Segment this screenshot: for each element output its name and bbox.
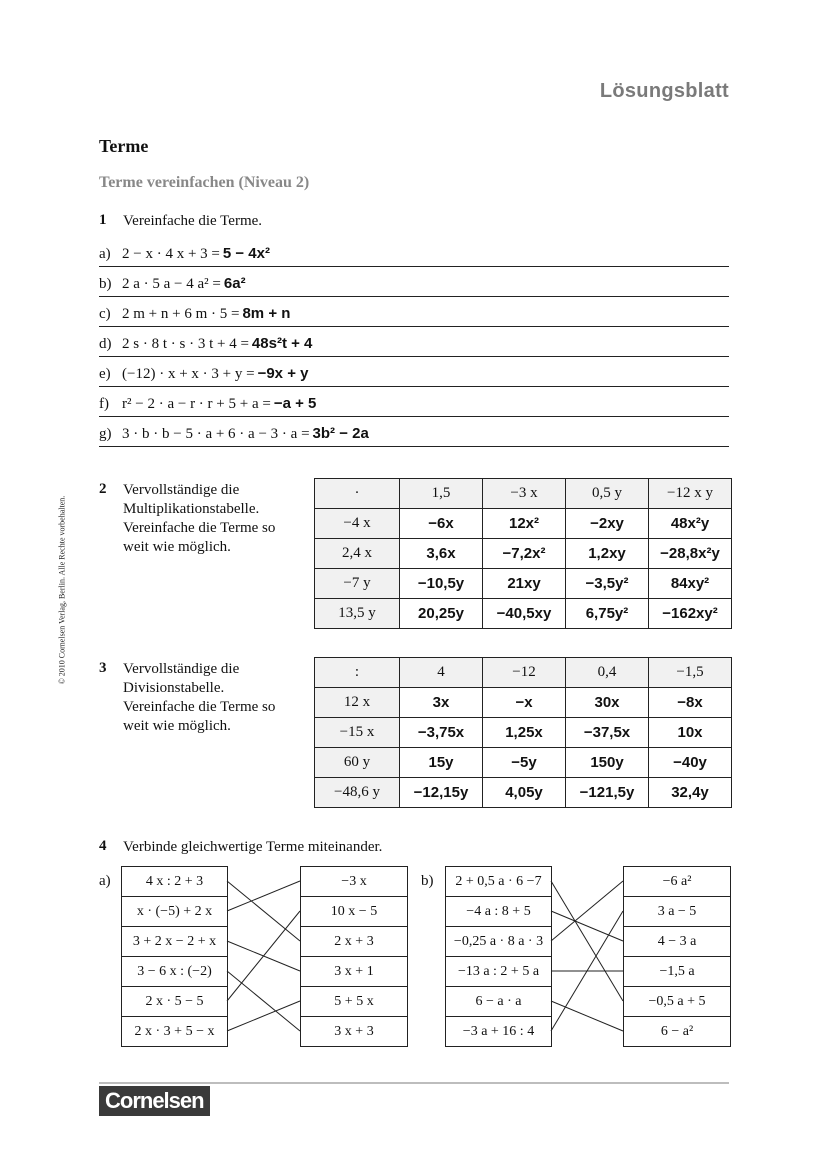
term-right: −1,5 a — [624, 957, 730, 987]
table-cell: −121,5y — [566, 778, 649, 808]
exercise-expression: 2 s · 8 t · s · 3 t + 4 = 48s²t + 4 — [122, 335, 313, 352]
connection-line — [227, 881, 300, 911]
section-subtitle: Terme vereinfachen (Niveau 2) — [99, 174, 310, 191]
table-cell: 150y — [566, 748, 649, 778]
table-cell: 1,2xy — [566, 539, 649, 569]
exercise-label: e) — [99, 366, 111, 382]
connection-line — [551, 881, 623, 941]
term-left: x · (−5) + 2 x — [122, 897, 227, 927]
table-cell: 21xy — [483, 569, 566, 599]
table-corner: : — [315, 658, 400, 688]
term-left: 4 x : 2 + 3 — [122, 867, 227, 897]
exercise-answer: 5 − 4x² — [222, 245, 270, 262]
term-right: 4 − 3 a — [624, 927, 730, 957]
connection-line — [551, 1001, 623, 1031]
exercise-expression: r² − 2 · a − r · r + 5 + a = −a + 5 — [122, 395, 317, 412]
term-left: 6 − a · a — [446, 987, 551, 1017]
sheet-type-title: Lösungsblatt — [599, 80, 729, 102]
copyright-text: © 2010 Cornelsen Verlag, Berlin. Alle Rechte vorbehalten. — [57, 495, 67, 685]
row-header: 2,4 x — [315, 539, 400, 569]
table-cell: 4,05y — [483, 778, 566, 808]
table-cell: −37,5x — [566, 718, 649, 748]
exercise-expression: 2 − x · 4 x + 3 = 5 − 4x² — [122, 245, 270, 262]
exercise-answer: 48s²t + 4 — [251, 335, 313, 352]
term-right: −3 x — [301, 867, 407, 897]
term-right: −0,5 a + 5 — [624, 987, 730, 1017]
table-cell: 84xy² — [649, 569, 732, 599]
table-cell: 30x — [566, 688, 649, 718]
table-cell: 6,75y² — [566, 599, 649, 629]
table-cell: −x — [483, 688, 566, 718]
table-cell: −162xy² — [649, 599, 732, 629]
table-corner: · — [315, 479, 400, 509]
table-cell: −40y — [649, 748, 732, 778]
table-cell: 48x²y — [649, 509, 732, 539]
connection-line — [551, 911, 623, 941]
table-cell: −5y — [483, 748, 566, 778]
connection-line — [227, 911, 300, 1001]
term-left: 2 + 0,5 a · 6 −7 — [446, 867, 551, 897]
task-4-instruction: Verbinde gleichwertige Terme miteinander. — [123, 839, 383, 855]
term-right: 6 − a² — [660, 1024, 694, 1039]
exercise-answer: −a + 5 — [273, 395, 317, 412]
term-right: −6 a² — [624, 867, 730, 897]
row-header: 60 y — [315, 748, 400, 778]
table-cell: 12x² — [483, 509, 566, 539]
term-left: 3 + 2 x − 2 + x — [122, 927, 227, 957]
exercise-label: f) — [99, 396, 109, 412]
task-2-number: 2 — [99, 481, 107, 497]
term-right: 5 + 5 x — [301, 987, 407, 1017]
column-header: −1,5 — [649, 658, 732, 688]
task-1-instruction: Vereinfache die Terme. — [123, 213, 263, 229]
table-cell: −2xy — [566, 509, 649, 539]
row-header: −48,6 y — [315, 778, 400, 808]
table-cell: −3,75x — [400, 718, 483, 748]
term-left: −0,25 a · 8 a · 3 — [446, 927, 551, 957]
publisher-logo: Cornelsen — [99, 1086, 210, 1116]
task-2-instruction: Vervollständige die Multiplikationstabelle. Vereinfache die Terme so weit wie möglich. — [123, 482, 276, 555]
row-header: 12 x — [315, 688, 400, 718]
task-1-number: 1 — [99, 212, 107, 228]
term-left: 2 x · 5 − 5 — [122, 987, 227, 1017]
exercise-answer: −9x + y — [257, 365, 309, 382]
task-4a-label: a) — [99, 873, 111, 889]
term-left: 3 − 6 x : (−2) — [122, 957, 227, 987]
footer-divider — [99, 1082, 729, 1084]
section-title: Terme — [99, 136, 149, 156]
column-header: 4 — [400, 658, 483, 688]
table-cell: 32,4y — [649, 778, 732, 808]
term-right: 3 a − 5 — [624, 897, 730, 927]
term-left: 2 x · 3 + 5 − x — [134, 1024, 215, 1039]
connection-line — [227, 881, 300, 941]
exercise-label: b) — [99, 276, 112, 292]
row-header: 13,5 y — [315, 599, 400, 629]
table-cell: 1,25x — [483, 718, 566, 748]
exercise-label: a) — [99, 246, 111, 262]
table-cell: 3x — [400, 688, 483, 718]
term-right: 10 x − 5 — [301, 897, 407, 927]
exercise-expression: 2 m + n + 6 m · 5 = 8m + n — [122, 305, 291, 322]
exercise-answer: 6a² — [223, 275, 246, 292]
term-left: −13 a : 2 + 5 a — [446, 957, 551, 987]
table-cell: −6x — [400, 509, 483, 539]
column-header: 1,5 — [400, 479, 483, 509]
exercise-expression: (−12) · x + x · 3 + y = −9x + y — [122, 365, 309, 382]
table-cell: −3,5y² — [566, 569, 649, 599]
exercise-label: c) — [99, 306, 111, 322]
task-3-instruction: Vervollständige die Divisionstabelle. Vereinfache die Terme so weit wie möglich. — [123, 661, 276, 734]
connection-line — [551, 881, 623, 1001]
term-right: 3 x + 1 — [301, 957, 407, 987]
row-header: −7 y — [315, 569, 400, 599]
term-right: 3 x + 3 — [334, 1024, 374, 1039]
column-header: −3 x — [483, 479, 566, 509]
table-cell: 10x — [649, 718, 732, 748]
table-cell: −8x — [649, 688, 732, 718]
connection-line — [227, 971, 300, 1031]
term-left: −3 a + 16 : 4 — [462, 1024, 535, 1039]
exercise-expression: 2 a · 5 a − 4 a² = 6a² — [122, 275, 246, 292]
column-header: −12 — [483, 658, 566, 688]
table-cell: 15y — [400, 748, 483, 778]
task-4-number: 4 — [99, 838, 107, 854]
exercise-answer: 8m + n — [242, 305, 291, 322]
table-cell: −12,15y — [400, 778, 483, 808]
column-header: 0,4 — [566, 658, 649, 688]
table-cell: −28,8x²y — [649, 539, 732, 569]
term-left: −4 a : 8 + 5 — [446, 897, 551, 927]
row-header: −15 x — [315, 718, 400, 748]
exercise-label: g) — [99, 426, 112, 442]
table-cell: −7,2x² — [483, 539, 566, 569]
table-cell: 3,6x — [400, 539, 483, 569]
exercise-expression: 3 · b · b − 5 · a + 6 · a − 3 · a = 3b² − 2a — [122, 425, 369, 442]
column-header: −12 x y — [649, 479, 732, 509]
exercise-label: d) — [99, 336, 112, 352]
table-cell: −10,5y — [400, 569, 483, 599]
table-cell: 20,25y — [400, 599, 483, 629]
column-header: 0,5 y — [566, 479, 649, 509]
connection-line — [227, 1001, 300, 1031]
table-cell: −40,5xy — [483, 599, 566, 629]
term-right: 2 x + 3 — [301, 927, 407, 957]
task-3-number: 3 — [99, 660, 107, 676]
exercise-answer: 3b² − 2a — [312, 425, 369, 442]
task-4b-label: b) — [421, 873, 434, 889]
row-header: −4 x — [315, 509, 400, 539]
